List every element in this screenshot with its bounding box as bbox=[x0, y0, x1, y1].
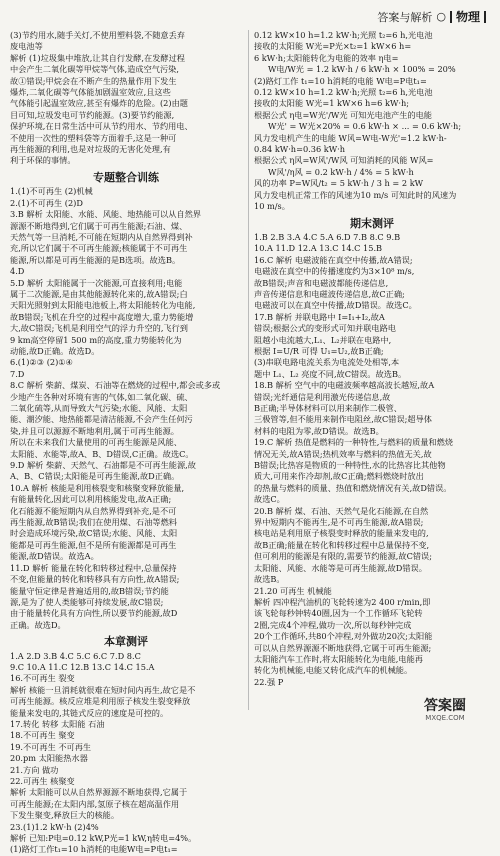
text-line: 20.pm 太阳能热水器 bbox=[10, 753, 88, 764]
text-line: 可再生能源;在太阳内部,氢原子核在超高温作用 bbox=[10, 798, 180, 809]
text-line: 情况无关,故A错误;热机效率与燃料的热值无关,故 bbox=[254, 448, 432, 459]
text-line: 0.12 kW×10 h=1.2 kW·h;光照 t₂=6 h,光电池 bbox=[254, 30, 433, 40]
text-line: 风力发电机产生的电能 W风=W电-W光'=1.2 kW·h- bbox=[254, 132, 447, 143]
page-header bbox=[377, 8, 486, 25]
text-line: A、B、C错误;太阳能是可再生能源,故D正确。 bbox=[10, 471, 180, 482]
text-line: 太阳能、风能、水能等是可再生能源,故D错误。 bbox=[254, 562, 427, 573]
text-line: 电磁波在真空中的传播速度约为3×10⁸ m/s, bbox=[254, 266, 415, 277]
text-line: 风的功率 P=W风/t₂ = 5 kW·h / 3 h = 2 kW bbox=[254, 178, 424, 189]
text-line: 18.不可再生 聚变 bbox=[10, 730, 75, 741]
text-line: 17.B 解析 并联电路中 I=I₁+I₂,故A bbox=[254, 311, 385, 322]
text-line: 天然气等一旦消耗,不可能在短期内从自然界得到补 bbox=[10, 231, 193, 242]
circle-icon: ○ bbox=[436, 10, 446, 23]
text-line: 21.方向 做功 bbox=[10, 764, 59, 775]
text-line: 大,故C错误;飞机是利用空气的浮力升空的,飞行到 bbox=[10, 323, 188, 334]
text-line: 错误;光纤通信是利用激光传递信息,故 bbox=[254, 391, 391, 402]
text-line: 19.C 解析 热值是燃料的一种特性,与燃料的质量和燃烧 bbox=[254, 437, 454, 448]
text-line: 2圈,完成4个冲程,做功一次,所以每秒钟完成 bbox=[254, 619, 412, 630]
text-line: 0.12 kW×10 h=1.2 kW·h;光照 t₂=6 h,光电池 bbox=[254, 87, 433, 98]
text-line: 2.(1)不可再生 (2)D bbox=[10, 197, 83, 208]
text-line: (2)路灯工作 t₁=10 h消耗的电能 W电=P电t₁= bbox=[254, 75, 427, 86]
text-line: 故选C。 bbox=[254, 494, 285, 505]
text-line: 不使用一次性的塑料袋等方面着手,这是一种可 bbox=[10, 132, 177, 143]
left-column bbox=[10, 30, 242, 856]
text-line: 可再生能源。核反应堆是利用原子核发生裂变释放 bbox=[10, 696, 191, 707]
text-line: 声音传递信息和电磁波传递信息,故C正确; bbox=[254, 288, 405, 299]
text-line: 解析 (1)垃圾集中堆放,让其自行发酵,在发酵过程 bbox=[10, 52, 185, 63]
text-line: 4.D bbox=[10, 266, 25, 277]
text-line: 太阳能、水能等,故A、B、D错误,C正确。故选C。 bbox=[10, 448, 194, 459]
text-line: 废电池等 bbox=[10, 41, 43, 52]
column-divider bbox=[248, 30, 249, 710]
text-line: W电/W光 = 1.2 kW·h / 6 kW·h × 100% = 20% bbox=[268, 64, 456, 75]
text-line: 根据公式 η电=W光'/W光 可知光电池产生的电能 bbox=[254, 109, 432, 120]
text-line: 源,是为了使人类能够可持续发展,故C错误; bbox=[10, 596, 164, 607]
text-line: 风力发电机正常工作的风速为10 m/s 可知此时的风速为 bbox=[254, 189, 457, 200]
text-line: 但可利用的能源是有限的,需要节约能源,故C错误; bbox=[254, 551, 432, 562]
text-line: 22.强 P bbox=[254, 676, 284, 687]
text-line: 题中 L₁、L₂ 亮度不同,故C错误。故选B。 bbox=[254, 368, 407, 379]
text-line: 核电站是利用原子核裂变时释放的能量来发电的, bbox=[254, 528, 429, 539]
text-line: 少地产生各种对环境有害的气体,如二氧化碳、硫、 bbox=[10, 391, 193, 402]
text-line: 故B错误;飞机在升空的过程中高度增大,重力势能增 bbox=[10, 311, 194, 322]
text-line: 11.D 解析 能量在转化和转移过程中,总量保持 bbox=[10, 562, 177, 573]
text-line: 阻越小电流越大,L₁、L₂并联在电路中, bbox=[254, 334, 392, 345]
text-line: 解析 太阳能可以从自然界源源不断地获得,它属于 bbox=[10, 787, 188, 798]
text-line: 18.B 解析 空气中的电磁波频率越高波长越短,故A bbox=[254, 380, 435, 391]
text-line: 9 km高空停留1 500 m的高度,重力势能转化为 bbox=[10, 334, 182, 345]
text-line: W光' = W光×20% = 0.6 kW·h × ... = 0.6 kW·h; bbox=[268, 121, 462, 132]
text-line: 能都是可再生能源,但不是所有能源都是可再生 bbox=[10, 539, 177, 550]
header-bar bbox=[450, 11, 452, 23]
text-line: 属于二次能源,是由其他能源转化来的,故A错误;白 bbox=[10, 288, 188, 299]
text-line: (3)串联电路电流关系为电流处处相等,本 bbox=[254, 357, 400, 368]
text-line: 22.可再生 核聚变 bbox=[10, 776, 75, 786]
text-line: 3.B 解析 太阳能、水能、风能、地热能可以从自然界 bbox=[10, 209, 201, 220]
text-line: 质大,可用来作冷却剂,故C正确;燃料燃烧时放出 bbox=[254, 471, 424, 482]
text-line: 解析 已知:P电=0.12 kW,P光=1 kW,η转电=4%。 bbox=[10, 833, 197, 844]
text-line: 不变,但能量的转化和转移具有方向性,故A错误; bbox=[10, 574, 180, 585]
text-line: 能量来发电的,其链式反应的速度是可控的。 bbox=[10, 707, 169, 718]
watermark-logo bbox=[400, 694, 490, 722]
text-line: 由于能量转化具有方向性,所以要节约能源,故D bbox=[10, 608, 178, 619]
text-line: 时会造成环境污染,故C错误;水能、风能、太阳 bbox=[10, 528, 178, 539]
text-line: 充,所以它们属于不可再生能源;核能属于不可再生 bbox=[10, 243, 188, 254]
text-line: 可以从自然界源源不断地获得,它属于可再生能源; bbox=[254, 642, 432, 653]
svg-text:答案圈: 答案圈 bbox=[424, 698, 466, 714]
text-line: 目可知,垃圾发电可节约能源。(3)要节约能源, bbox=[10, 109, 175, 120]
text-line: 源源不断地得到,它们属于可再生能源;石油、煤、 bbox=[10, 220, 188, 231]
text-line: 所以在未来我们大量使用的可再生能源是风能、 bbox=[10, 437, 182, 448]
text-line: 20.B 解析 煤、石油、天然气是化石能源,在自然 bbox=[254, 505, 429, 516]
text-line: 中会产生二氧化碳等甲烷等气体,造成空气污染, bbox=[10, 64, 179, 75]
text-line: 接收的太阳能 W光=1 kW×6 h=6 kW·h; bbox=[254, 98, 410, 109]
text-line: 有能量转化,因此可以利用核能发电,故A正确; bbox=[10, 494, 172, 505]
text-line: 23.(1)1.2 kW·h (2)4% bbox=[10, 821, 99, 832]
text-line: 10.A 11.D 12.A 13.C 14.C 15.B bbox=[254, 243, 383, 254]
text-line: 7.D bbox=[10, 368, 25, 379]
text-line: 利于环保的事情。 bbox=[10, 155, 76, 166]
section-heading: 本章测评 bbox=[104, 635, 148, 649]
text-line: 的热量与燃料的质量、热值和燃烧情况有关,故D错误。 bbox=[254, 482, 452, 493]
text-line: 19.不可再生 不可再生 bbox=[10, 741, 92, 752]
text-line: 天阳光照射到太阳能电池板上,将太阳能转化为电能, bbox=[10, 300, 196, 311]
text-line: 故B正确;能量在转化和转移过程中总量保持不变, bbox=[254, 539, 430, 550]
text-line: 根据公式 η风=W风'/W风 可知消耗的风能 W风= bbox=[254, 155, 434, 166]
text-line: 5.D 解析 太阳能属于一次能源,可直接利用;电能 bbox=[10, 277, 183, 288]
section-heading: 专题整合训练 bbox=[93, 170, 159, 184]
header-bar-right bbox=[484, 11, 486, 23]
text-line: 二氧化硫等,从而导致大气污染;水能、风能、太阳 bbox=[10, 403, 188, 413]
text-line: 能源,故D错误。故选A。 bbox=[10, 551, 99, 562]
text-line: 化石能源不能短期内从自然界得到补充,是不可 bbox=[10, 505, 177, 516]
text-line: 材料的电阻为零,故D错误。故选B。 bbox=[254, 425, 384, 436]
text-line: 故选B。 bbox=[254, 574, 285, 585]
text-line: B正确;半导体材料可以用来制作二极管、 bbox=[254, 403, 402, 413]
header-subject: 物理 bbox=[455, 10, 480, 24]
text-line: 错误;根据公式的变形式可知并联电路电 bbox=[254, 323, 396, 334]
text-line: 三极管等,但不能用来制作电阻丝,故C错误;超导体 bbox=[254, 414, 432, 425]
text-line: 染,并且可以源源不断地利用,属于可再生能源。 bbox=[10, 425, 179, 436]
text-line: (1)路灯工作t₁=10 h消耗的电能W电=P电t₁= bbox=[10, 844, 178, 855]
text-line: (3)节约用水,随手关灯,不使用塑料袋,不随意丢弃 bbox=[10, 30, 185, 40]
header-label: 答案与解析 bbox=[377, 10, 433, 24]
right-column bbox=[254, 30, 490, 688]
text-line: 9.C 10.A 11.C 12.B 13.C 14.C 15.A bbox=[10, 661, 155, 672]
text-line: 解析 四冲程汽油机的飞轮转速为2 400 r/min,即 bbox=[254, 596, 431, 607]
text-line: 1.B 2.B 3.A 4.C 5.A 6.D 7.B 8.C 9.B bbox=[254, 231, 401, 242]
text-line: 1.A 2.D 3.B 4.C 5.C 6.C 7.D 8.C bbox=[10, 650, 141, 661]
text-line: 6.(1)②③ (2)①④ bbox=[10, 357, 73, 368]
text-line: 正确。故选D。 bbox=[10, 619, 66, 630]
text-line: 16.不可再生 裂变 bbox=[10, 673, 75, 684]
text-line: 转化为机械能,电能又转化成汽车的机械能。 bbox=[254, 665, 413, 676]
text-line: 17.转化 转移 太阳能 石油 bbox=[10, 718, 105, 729]
section-heading: 期末测评 bbox=[350, 216, 394, 230]
text-line: 21.20 可再生 机械能 bbox=[254, 585, 332, 596]
text-line: 能、潮汐能、地热能都是清洁能源,不会产生任何污 bbox=[10, 414, 193, 425]
text-line: W风'/η风 = 0.2 kW·h / 4% = 5 kW·h bbox=[268, 166, 414, 177]
text-line: 能源,所以都是可再生能源的是B选项。故选B。 bbox=[10, 254, 181, 265]
text-line: 0.84 kW·h=0.36 kW·h bbox=[254, 144, 346, 155]
text-line: 动能,故D正确。故选D。 bbox=[10, 345, 100, 356]
text-line: 太阳能汽车工作时,将太阳能转化为电能,电能再 bbox=[254, 653, 423, 664]
text-line: 解析 核能一旦消耗就很难在短时间内再生,故它是不 bbox=[10, 684, 196, 695]
text-line: 再生能源的利用,也是对垃圾的无害化处理,有 bbox=[10, 144, 171, 155]
text-line: 20个工作循环,共80个冲程,对外做功20次;太阳能 bbox=[254, 631, 433, 642]
text-line: 电磁波可以在真空中传播,故D错误。故选C。 bbox=[254, 300, 417, 311]
svg-text:MXQE.COM: MXQE.COM bbox=[425, 714, 465, 722]
text-line: 故B错误;声音和电磁波都能传递信息, bbox=[254, 277, 389, 288]
text-line: 6 kW·h;太阳能转化为电能的效率 η电= bbox=[254, 52, 399, 63]
text-line: 1.(1)不可再生 (2)机械 bbox=[10, 186, 93, 197]
text-line: 16.C 解析 电磁波能在真空中传播,故A错误; bbox=[254, 254, 413, 265]
text-line: 保护环境,在日常生活中可从节约用水、节约用电、 bbox=[10, 121, 193, 132]
text-line: 10.A 解析 核能是利用核裂变和核聚变释放能量, bbox=[10, 482, 185, 493]
text-line: 接收的太阳能 W光=P光×t₂=1 kW×6 h= bbox=[254, 41, 412, 52]
text-line: 能量守恒定律是普遍适用的,故B错误;节约能 bbox=[10, 585, 169, 596]
text-line: 界中短期内不能再生,是不可再生能源,故A错误; bbox=[254, 517, 424, 528]
text-line: 该飞轮每秒钟转40圈,因为一个工作循环飞轮转 bbox=[254, 608, 423, 619]
text-line: 故①错误;甲烷会在不断产生的热量作用下发生 bbox=[10, 75, 177, 86]
text-line: 8.C 解析 柴薪、煤炭、石油等在燃烧的过程中,都会或多或 bbox=[10, 380, 221, 391]
text-line: 下发生聚变,释放巨大的核能。 bbox=[10, 810, 120, 821]
text-line: B错误;比热容是物质的一种特性,水的比热容比其他物 bbox=[254, 460, 446, 471]
text-line: 气体能引起温室效应,甚至有爆炸的危险。(2)由题 bbox=[10, 98, 188, 109]
text-line: 根据 I=U/R 可得 U₁=U₂,故B正确; bbox=[254, 345, 384, 356]
text-line: 9.D 解析 柴薪、天然气、石油都是不可再生能源,故 bbox=[10, 460, 196, 471]
text-line: 10 m/s。 bbox=[254, 201, 290, 212]
text-line: 爆炸,二氧化碳等气体能加剧温室效应,且这些 bbox=[10, 87, 171, 98]
text-line: 再生能源,故B错误;我们在使用煤、石油等燃料 bbox=[10, 517, 177, 528]
